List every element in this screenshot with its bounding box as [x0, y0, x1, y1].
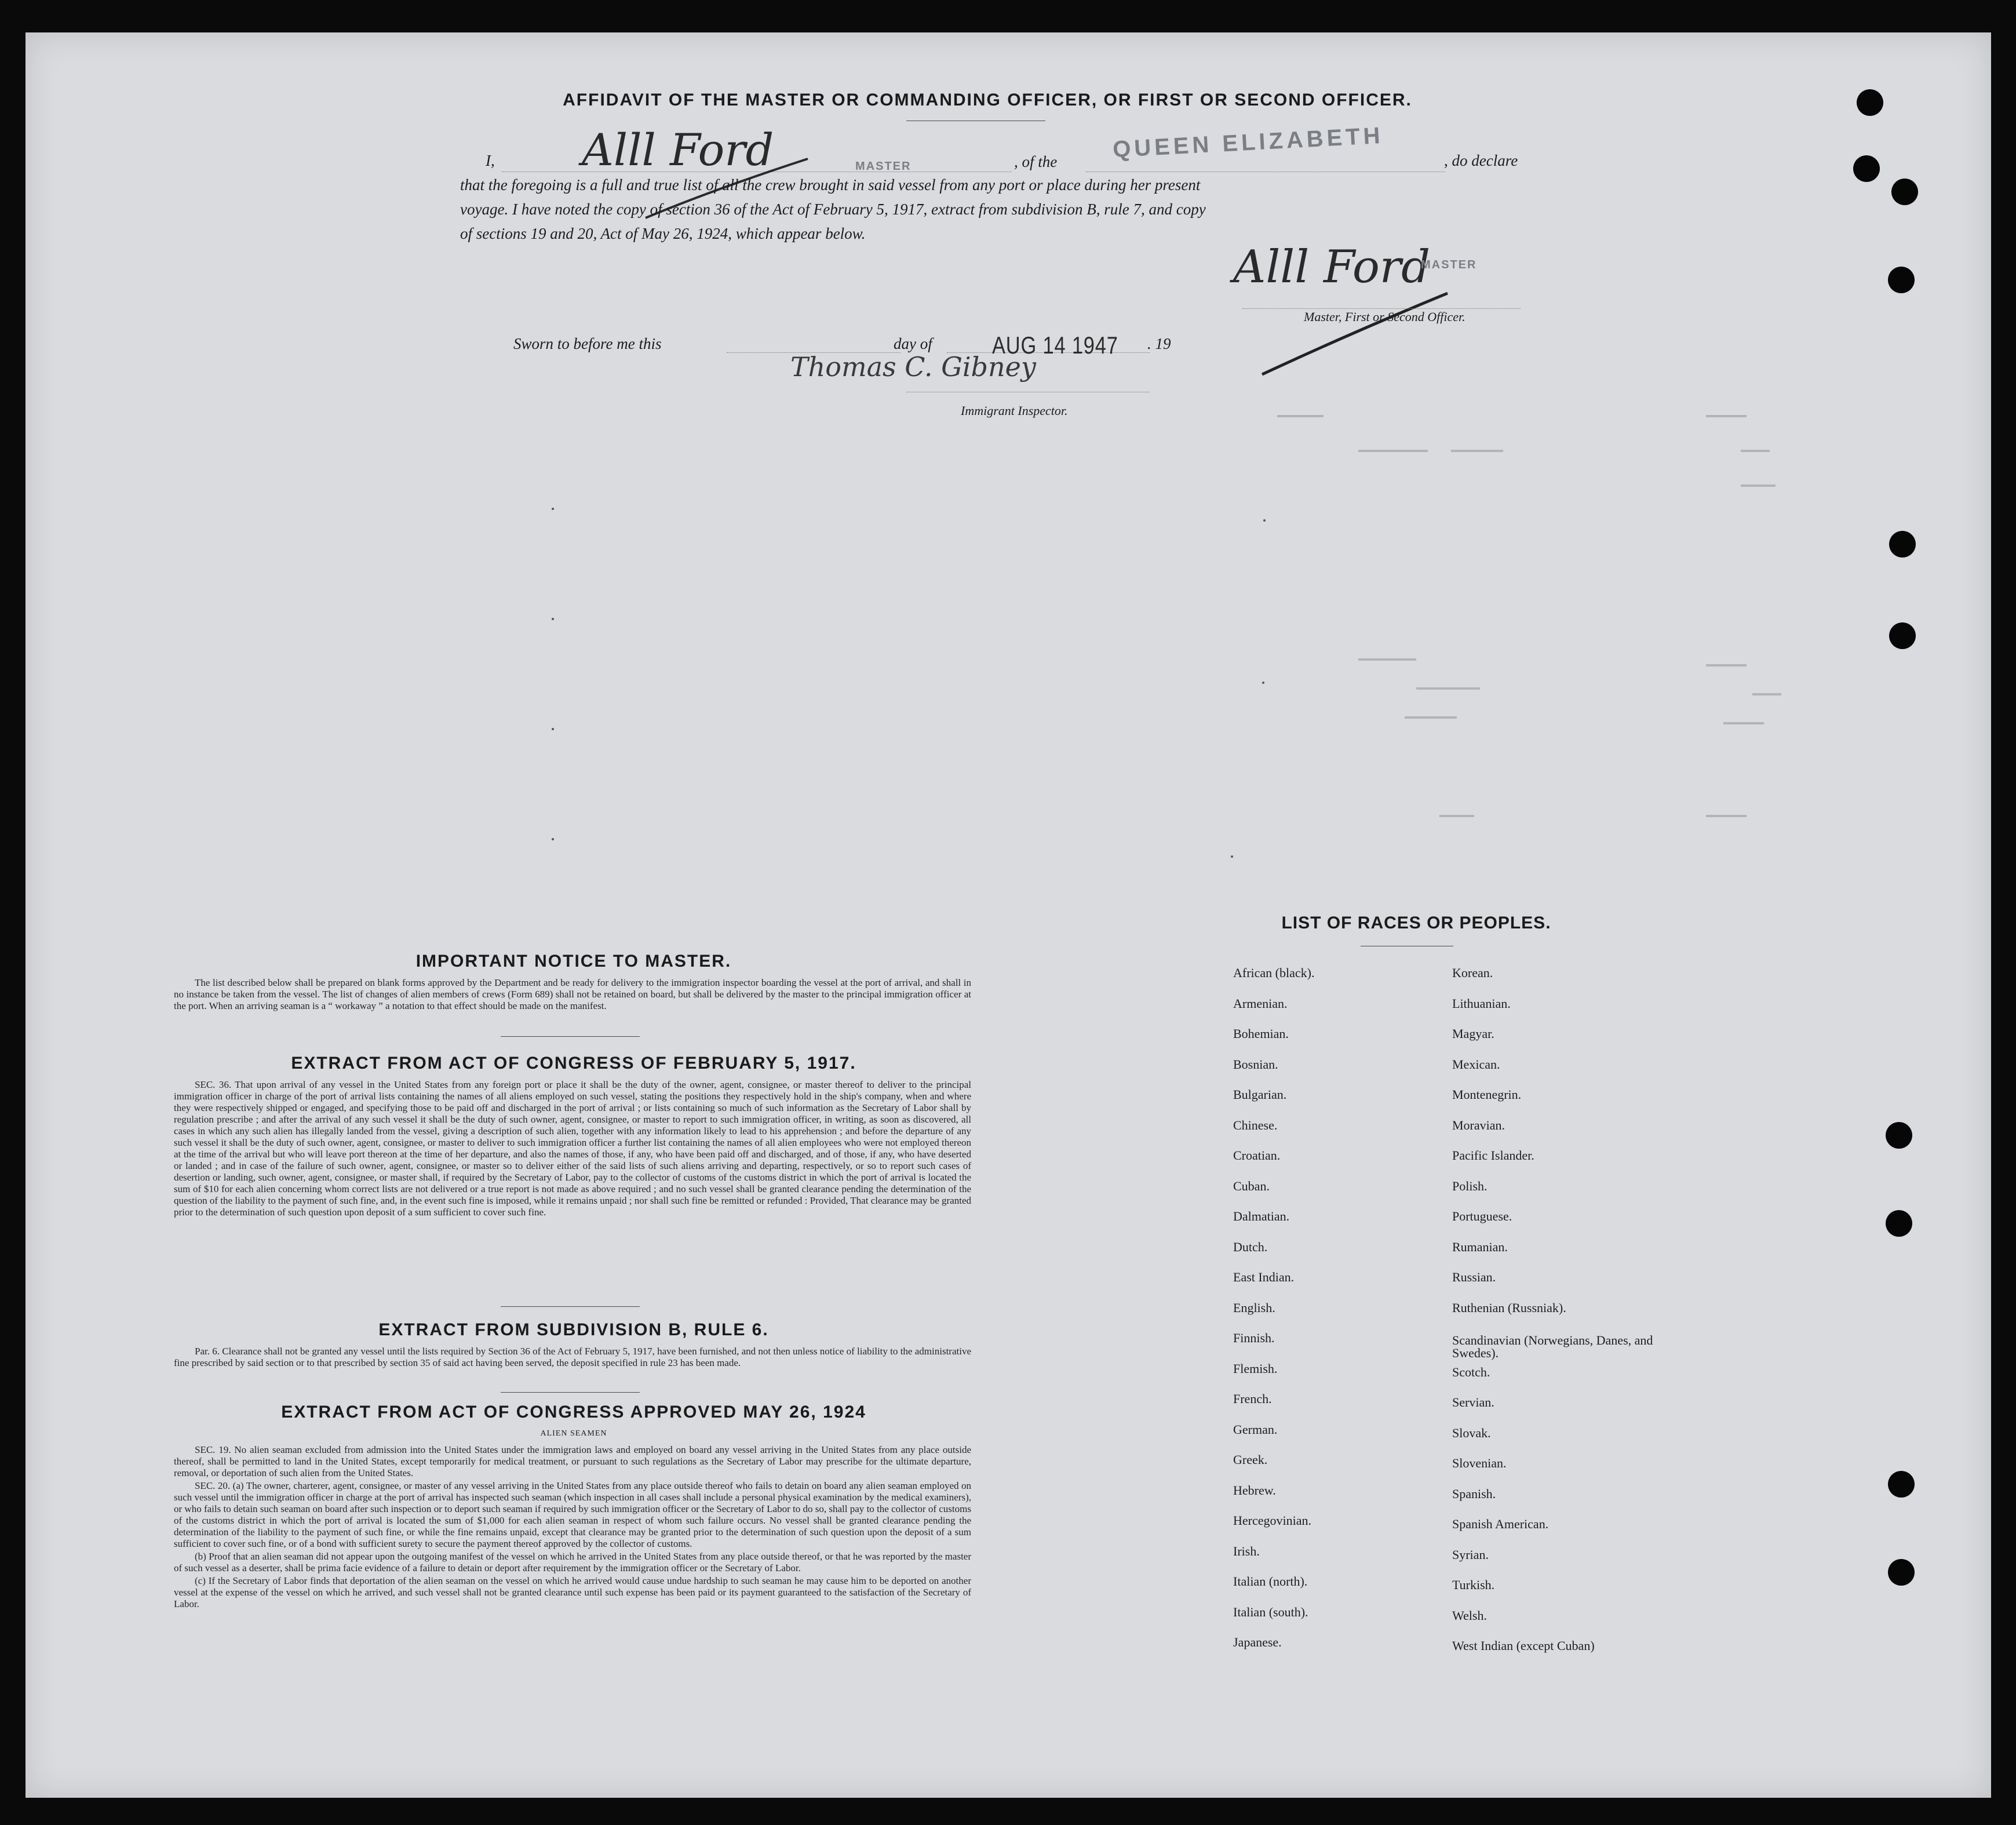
race-item: Bohemian.	[1233, 1026, 1289, 1041]
bleed-through-mark	[1405, 716, 1457, 719]
extract-1917-text	[174, 1079, 971, 1219]
race-item: Greek.	[1233, 1452, 1268, 1467]
bleed-through-mark	[1706, 815, 1747, 817]
punch-hole	[1888, 1559, 1915, 1586]
year-prefix: . 19	[1147, 335, 1171, 352]
subdivision-title: EXTRACT FROM SUBDIVISION B, RULE 6.	[378, 1320, 769, 1339]
race-item: Scandinavian (Norwegians, Danes, and Swedes).	[1452, 1333, 1653, 1360]
bleed-through-mark	[1451, 450, 1503, 452]
race-item: Syrian.	[1452, 1547, 1489, 1562]
race-item: English.	[1233, 1300, 1275, 1315]
notice-paragraph: The list described below shall be prepared on blank forms approved by the Department and be ready for delivery to the immigration inspector boarding the vessel at the port of arrival, and shall in no instance be taken from the vessel. The list of changes of alien members of crews (Form 689) shall not be retained on board, but shall be delivered by the master to the principal immigration officer at the port. When an arriving seaman is a “ workaway ” a notation to that effect should be made on the manifest.	[174, 977, 971, 1011]
bleed-through-mark	[1358, 658, 1416, 661]
master-signature: Alll Ford	[582, 124, 774, 176]
race-item: Moravian.	[1452, 1117, 1505, 1132]
race-item: Croatian.	[1233, 1148, 1281, 1163]
race-item: Bosnian.	[1233, 1057, 1278, 1072]
race-item: Bulgarian.	[1233, 1087, 1287, 1102]
alien-seamen-subtitle: ALIEN SEAMEN	[540, 1429, 607, 1438]
race-item: Magyar.	[1452, 1026, 1494, 1041]
of-the-label: , of the	[1014, 153, 1058, 170]
punch-hole	[1891, 179, 1918, 205]
inspector-signature: Thomas C. Gibney	[790, 351, 1036, 383]
race-item: Lithuanian.	[1452, 996, 1511, 1011]
bleed-through-mark	[1439, 815, 1474, 817]
punch-hole	[1888, 267, 1915, 293]
race-item: Korean.	[1452, 966, 1493, 980]
race-item: Hebrew.	[1233, 1482, 1276, 1498]
i-label: I,	[486, 152, 495, 169]
races-title: LIST OF RACES OR PEOPLES.	[1281, 913, 1551, 932]
signature-flourish-2	[1233, 287, 1453, 380]
race-item: French.	[1233, 1391, 1272, 1406]
race-item: Turkish.	[1452, 1578, 1495, 1592]
race-item: Russian.	[1452, 1270, 1496, 1284]
extract-1917-title: EXTRACT FROM ACT OF CONGRESS OF FEBRUARY 5, 1917.	[291, 1054, 856, 1073]
punch-hole	[1886, 1122, 1912, 1149]
officer-signature-line	[1242, 308, 1521, 309]
master-stamp: MASTER	[855, 160, 912, 173]
race-item: Portuguese.	[1452, 1209, 1512, 1223]
races-list	[1233, 966, 1708, 1684]
speck	[552, 508, 554, 510]
bleed-through-mark	[1752, 693, 1781, 695]
race-item: Hercegovinian.	[1233, 1513, 1311, 1528]
officer-caption: Master, First or Second Officer.	[1304, 309, 1465, 324]
affidavit-line-2: that the foregoing is a full and true list of all the crew brought in said vessel from any port or place during her present	[460, 176, 1201, 194]
bleed-through-mark	[1741, 485, 1776, 487]
race-item: Servian.	[1452, 1395, 1494, 1409]
punch-hole	[1857, 89, 1883, 116]
race-item: Flemish.	[1233, 1361, 1278, 1376]
punch-hole	[1889, 531, 1916, 558]
race-item: Rumanian.	[1452, 1239, 1508, 1254]
punch-hole	[1888, 1471, 1915, 1498]
race-item: Italian (south).	[1233, 1604, 1308, 1619]
bleed-through-mark	[1706, 415, 1747, 417]
race-item: Chinese.	[1233, 1117, 1278, 1132]
races-right-column	[1452, 966, 1696, 1669]
master-stamp-2: MASTER	[1421, 258, 1477, 271]
race-item: German.	[1233, 1422, 1278, 1437]
punch-hole	[1853, 155, 1880, 182]
race-item: Pacific Islander.	[1452, 1148, 1534, 1163]
affidavit-title: AFFIDAVIT OF THE MASTER OR COMMANDING OFFICER, OR FIRST OR SECOND OFFICER.	[563, 90, 1412, 110]
document-page	[25, 32, 1991, 1798]
speck	[552, 728, 554, 730]
speck	[552, 618, 554, 620]
speck	[1231, 855, 1233, 858]
races-left-column	[1233, 966, 1442, 1666]
race-item: Cuban.	[1233, 1178, 1270, 1193]
race-item: Irish.	[1233, 1543, 1260, 1558]
race-item: Scotch.	[1452, 1364, 1490, 1379]
race-item: Slovenian.	[1452, 1456, 1507, 1470]
do-declare-label: , do declare	[1444, 152, 1518, 169]
section-20c-paragraph: (c) If the Secretary of Labor finds that deportation of the alien seaman on the vessel on which he arrived would cause undue hardship to such seaman he may cause him to be deported on another vessel at the expense of the vessel on which he arrived, and such vessel shall not be granted clearance until such expense has been paid or its payment guaranteed to the satisfaction of the Secretary of Labor.	[174, 1575, 971, 1609]
sworn-label: Sworn to before me this	[513, 335, 662, 352]
section-20b-paragraph: (b) Proof that an alien seaman did not appear upon the outgoing manifest of the vessel on which he arrived in the United States from any place outside thereof, or that he was reported by the master of such vessel as a deserter, shall be prima facie evidence of a failure to detain or deport after requirement by the immigration officer or the Secretary of Labor.	[174, 1551, 971, 1573]
affidavit-line-3: voyage. I have noted the copy of section 36 of the Act of February 5, 1917, extract from subdivision B, rule 7, and copy	[460, 201, 1206, 218]
inspector-caption: Immigrant Inspector.	[961, 403, 1068, 418]
bleed-through-mark	[1723, 722, 1764, 724]
race-item: West Indian (except Cuban)	[1452, 1638, 1595, 1653]
master-signature-2: Alll Ford	[1233, 241, 1430, 293]
section-36-paragraph: SEC. 36. That upon arrival of any vessel in the United States from any foreign port or place it shall be the duty of the owner, agent, consignee, or master thereof to deliver to the principal immigration officer in charge of the port of arrival lists containing the names of all aliens employed on such vessel, stating the positions they respectively hold in the ship's company, when and where they were respectively shipped or engaged, and specifying those to be paid off and discharged in the port of arrival ; or lists containing so much of such information as the Secretary of Labor shall by regulation prescribe ; and after the arrival of any such vessel it shall be the duty of such owner, agent, consignee, or master to report to such immigration officer, in writing, as soon as discovered, all cases in which any such alien has illegally landed from the vessel, giving a description of such alien, together with any information likely to lead to his apprehension ; and before the departure of any such vessel it shall be the duty of such owner, agent, consignee, or master to deliver to such immigration officer a further list containing the names of all alien employees who were not employed thereon at the time of the arrival but who will leave port thereon at the time of her departure, and also the names of those, if any, who have been paid off and discharged, and of those, if any, who have deserted or landed ; and in case of the failure of such owner, agent, consignee, or master so to deliver either of the said lists of such aliens arriving and departing, respectively, or so to report such cases of desertion or landing, such owner, agent, consignee, or master shall, if required by the Secretary of Labor, pay to the collector of customs of the customs district in which the port of arrival is located the sum of $10 for each alien concerning whom correct lists are not delivered or a true report is not made as above required ; and no such vessel shall be granted clearance pending the determination of the question of the liability to the payment of such fine, and, in the event such fine is imposed, while it remains unpaid ; nor shall such fine be remitted or refunded : Provided, That clearance may be granted prior to the determination of such question upon deposit of a sum sufficient to cover such fine.	[174, 1079, 971, 1218]
race-item: Ruthenian (Russniak).	[1452, 1300, 1566, 1315]
bleed-through-mark	[1277, 415, 1324, 417]
speck	[1263, 519, 1266, 522]
race-item: Finnish.	[1233, 1331, 1275, 1345]
race-item: East Indian.	[1233, 1270, 1295, 1284]
notice-rule	[501, 1036, 640, 1037]
notice-text	[174, 977, 971, 1013]
race-item: Mexican.	[1452, 1057, 1500, 1072]
race-item: Montenegrin.	[1452, 1087, 1522, 1102]
day-of-label: day of	[894, 335, 932, 352]
bleed-through-mark	[1706, 664, 1747, 666]
subdivision-text	[174, 1346, 971, 1370]
race-item: Japanese.	[1233, 1635, 1282, 1649]
extract-1924-title: EXTRACT FROM ACT OF CONGRESS APPROVED MAY 26, 1924	[281, 1403, 866, 1422]
race-item: Spanish American.	[1452, 1517, 1549, 1531]
bleed-through-mark	[1358, 450, 1428, 452]
notice-title: IMPORTANT NOTICE TO MASTER.	[415, 952, 732, 971]
race-item: Dutch.	[1233, 1239, 1268, 1254]
bleed-through-mark	[1741, 450, 1770, 452]
race-item: Spanish.	[1452, 1486, 1496, 1501]
paragraph-6: Par. 6. Clearance shall not be granted any vessel until the lists required by Section 36 of the Act of February 5, 1917, have been furnished, and not then unless notice of liability to the administrative fine prescribed by said section or to that prescribed by section 35 of said act having been served, the deposit specified in rule 23 has been made.	[174, 1346, 971, 1368]
speck	[1262, 682, 1264, 684]
extract-1917-rule	[501, 1306, 640, 1307]
section-20a-paragraph: SEC. 20. (a) The owner, charterer, agent, consignee, or master of any vessel arriving in the United States from any place outside thereof who fails to detain on board any alien seaman employed on such vessel until the immigration officer in charge at the port of arrival has inspected such seaman (which inspection in all cases shall include a personal physical examination by the medical examiners), or who fails to detain such seaman on board after such inspection or to deport such seaman if required by such immigration officer or the Secretary of Labor to do so, shall pay to the collector of customs of the customs district in which the port of arrival is located the sum of $1,000 for each alien seaman in respect of whom such failure occurs. No vessel shall be granted clearance pending the determination of the liability to the payment of such fine, or while the fine remains unpaid, except that clearance may be granted prior to the determination of such question upon the deposit of a sum sufficient to cover such fine, or of a bond with sufficient surety to secure the payment thereof approved by the collector of customs.	[174, 1480, 971, 1549]
date-stamp: AUG 14 1947	[992, 332, 1118, 359]
race-item: Slovak.	[1452, 1425, 1491, 1440]
race-item: Armenian.	[1233, 996, 1288, 1011]
race-item: Welsh.	[1452, 1608, 1487, 1623]
subdivision-rule	[501, 1392, 640, 1393]
affidavit-line-4: of sections 19 and 20, Act of May 26, 1924, which appear below.	[460, 225, 866, 242]
extract-1924-text	[174, 1444, 971, 1611]
vessel-name-stamp: QUEEN ELIZABETH	[1112, 122, 1384, 163]
race-item: Dalmatian.	[1233, 1209, 1290, 1223]
punch-hole	[1889, 622, 1916, 649]
race-item: African (black).	[1233, 966, 1315, 980]
bleed-through-mark	[1416, 687, 1480, 690]
race-item: Polish.	[1452, 1178, 1488, 1193]
race-item: Italian (north).	[1233, 1574, 1308, 1589]
section-19-paragraph: SEC. 19. No alien seaman excluded from admission into the United States under the immigration laws and employed on board any vessel arriving in the United States from any place outside thereof, shall be permitted to land in the United States, except temporarily for medical treatment, or pursuant to such regulations as the Secretary of Labor may prescribe for the ultimate departure, removal, or deportation of such alien from the United States.	[174, 1444, 971, 1478]
punch-hole	[1886, 1210, 1912, 1237]
speck	[552, 838, 554, 840]
